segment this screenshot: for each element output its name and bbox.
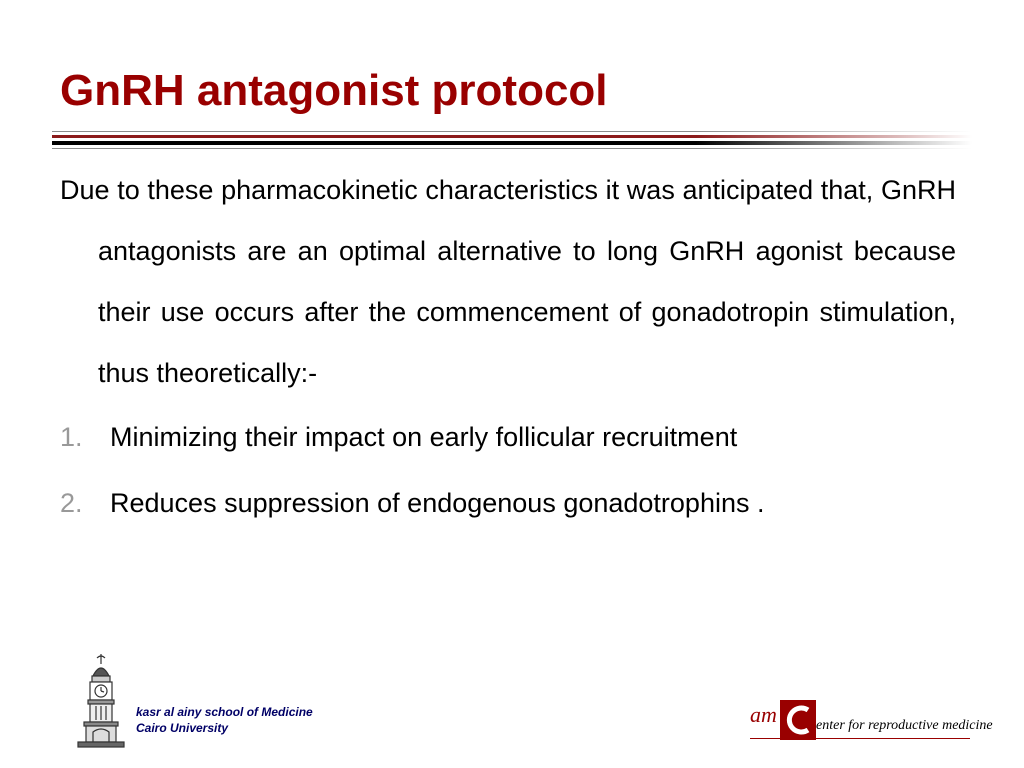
school-name	[136, 704, 313, 736]
title-divider-thick	[52, 141, 972, 145]
logo-center-text: enter for reproductive medicine	[816, 718, 993, 733]
slide-title: GnRH antagonist protocol	[60, 66, 608, 115]
slide-body	[60, 160, 956, 536]
logo-underline	[750, 738, 970, 739]
title-divider-thin-bottom	[52, 148, 972, 149]
clock-tower-icon	[66, 652, 136, 752]
list-item	[60, 470, 956, 536]
logo-c-icon	[780, 700, 816, 740]
footer-center-logo	[750, 700, 993, 746]
list-item	[60, 404, 956, 470]
list-item-text: Reduces suppression of endogenous gonadotrophins .	[110, 488, 765, 518]
school-name-line2: Cairo University	[136, 721, 229, 735]
title-divider-red	[52, 135, 972, 138]
footer-school-logo	[66, 652, 336, 752]
school-name-line1: kasr al ainy school of Medicine	[136, 705, 313, 719]
list-number: 1.	[60, 422, 83, 452]
numbered-list	[60, 404, 956, 536]
logo-am-text: am	[750, 702, 777, 727]
intro-paragraph: Due to these pharmacokinetic characteristics it was anticipated that, GnRH antagonists are an optimal alternative to long GnRH agonist because their use occurs after the commencement of gonadotropin stimulation, thus theoretically:-	[60, 175, 956, 388]
title-divider-thin-top	[52, 131, 972, 132]
list-item-text: Minimizing their impact on early follicular recruitment	[110, 422, 738, 452]
list-number: 2.	[60, 488, 83, 518]
